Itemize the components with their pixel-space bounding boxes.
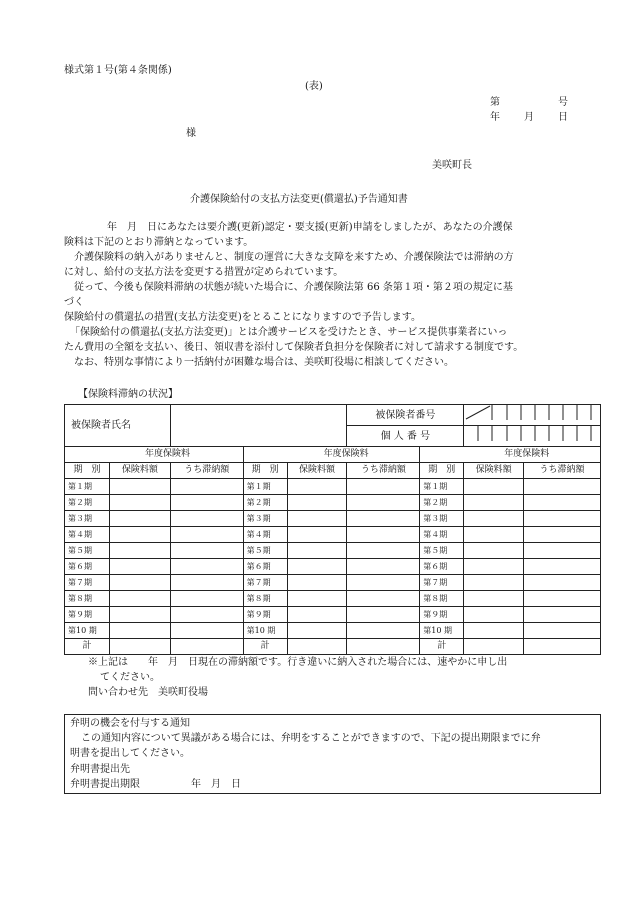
arrears-cell[interactable] <box>524 575 601 591</box>
arrears-cell[interactable] <box>170 559 243 575</box>
arrears-cell[interactable] <box>347 527 420 543</box>
period-label: 第３期 <box>65 511 110 527</box>
premium-cell[interactable] <box>464 591 524 607</box>
body-line: 介護保険料の納入がありませんと、制度の運営に大きな支障を来すため、介護保険法では滞納の方 <box>74 252 514 263</box>
premium-cell[interactable] <box>109 479 170 495</box>
premium-cell[interactable] <box>287 495 347 511</box>
arrears-cell[interactable] <box>170 607 243 623</box>
period-label: 第１期 <box>420 479 464 495</box>
period-row <box>65 591 601 607</box>
period-label: 第５期 <box>65 543 110 559</box>
period-row <box>65 479 601 495</box>
date-year: 年 <box>490 112 500 123</box>
form-number: 様式第１号(第４条関係) <box>64 65 172 76</box>
arrears-cell[interactable] <box>170 495 243 511</box>
period-label: 第５期 <box>420 543 464 559</box>
col-arrears: うち滞納額 <box>524 463 601 479</box>
premium-cell[interactable] <box>287 543 347 559</box>
period-label: 第10 期 <box>420 623 464 639</box>
period-label: 第10 期 <box>65 623 110 639</box>
submit-to-label: 弁明書提出先 <box>70 764 130 775</box>
arrears-cell[interactable] <box>524 559 601 575</box>
premium-cell[interactable] <box>287 575 347 591</box>
period-label: 第３期 <box>243 511 287 527</box>
arrears-cell[interactable] <box>170 527 243 543</box>
total-premium-cell[interactable] <box>109 639 170 655</box>
notice-text: 明書を提出してください。 <box>70 748 190 759</box>
arrears-cell[interactable] <box>170 511 243 527</box>
insured-row <box>65 405 601 426</box>
date-day: 日 <box>558 112 568 123</box>
period-label: 第１期 <box>65 479 110 495</box>
column-header-row <box>65 463 601 479</box>
arrears-cell[interactable] <box>170 591 243 607</box>
period-label: 第８期 <box>243 591 287 607</box>
body-line: 従って、今後も保険料滞納の状態が続いた場合に、介護保険法第 66 条第１項・第２項の規定に基 <box>74 282 513 293</box>
arrears-table <box>64 404 601 655</box>
body-line: たん費用の全額を支払い、後日、領収書を添付して保険者負担分を保険者に対して請求する制度です。 <box>64 342 524 353</box>
col-premium: 保険料額 <box>464 463 524 479</box>
premium-cell[interactable] <box>287 511 347 527</box>
total-premium-cell[interactable] <box>287 639 347 655</box>
arrears-cell[interactable] <box>347 479 420 495</box>
premium-cell[interactable] <box>109 559 170 575</box>
period-row <box>65 495 601 511</box>
premium-cell[interactable] <box>109 527 170 543</box>
premium-cell[interactable] <box>287 527 347 543</box>
premium-cell[interactable] <box>464 559 524 575</box>
total-arrears-cell[interactable] <box>347 639 420 655</box>
premium-cell[interactable] <box>109 607 170 623</box>
recipient-suffix: 様 <box>186 128 196 139</box>
doc-number-prefix: 第 <box>490 97 500 108</box>
period-row <box>65 623 601 639</box>
arrears-cell[interactable] <box>170 479 243 495</box>
contact-line: 問い合わせ先 美咲町役場 <box>88 687 208 698</box>
digit-boxes <box>464 426 600 441</box>
premium-cell[interactable] <box>109 575 170 591</box>
arrears-cell[interactable] <box>524 591 601 607</box>
deadline-value: 年 月 日 <box>191 779 241 790</box>
period-label: 第１期 <box>243 479 287 495</box>
period-label: 第４期 <box>243 527 287 543</box>
notice-text: この通知内容について異議がある場合には、弁明をすることができますので、下記の提出期限までに弁 <box>81 733 541 744</box>
arrears-cell[interactable] <box>347 495 420 511</box>
arrears-cell[interactable] <box>524 623 601 639</box>
period-label: 第５期 <box>243 543 287 559</box>
year-header-row <box>65 447 601 463</box>
total-arrears-cell[interactable] <box>524 639 601 655</box>
period-label: 第２期 <box>65 495 110 511</box>
premium-cell[interactable] <box>109 543 170 559</box>
arrears-cell[interactable] <box>524 607 601 623</box>
period-row <box>65 543 601 559</box>
arrears-cell[interactable] <box>170 543 243 559</box>
total-label: 計 <box>243 639 287 655</box>
premium-cell[interactable] <box>464 607 524 623</box>
arrears-cell[interactable] <box>347 559 420 575</box>
premium-cell[interactable] <box>287 591 347 607</box>
col-arrears: うち滞納額 <box>170 463 243 479</box>
period-label: 第４期 <box>65 527 110 543</box>
period-label: 第３期 <box>420 511 464 527</box>
period-label: 第８期 <box>65 591 110 607</box>
status-heading: 【保険料滞納の状況】 <box>78 389 178 400</box>
year-premium-label: 年度保険料 <box>243 447 420 463</box>
document-title: 介護保険給付の支払方法変更(償還払)予告通知書 <box>190 194 408 205</box>
period-label: 第９期 <box>243 607 287 623</box>
period-label: 第２期 <box>420 495 464 511</box>
arrears-cell[interactable] <box>347 607 420 623</box>
premium-cell[interactable] <box>287 623 347 639</box>
personal-number-label: 個 人 番 号 <box>347 426 464 447</box>
arrears-cell[interactable] <box>170 623 243 639</box>
period-label: 第10 期 <box>243 623 287 639</box>
premium-cell[interactable] <box>464 575 524 591</box>
premium-cell[interactable] <box>109 495 170 511</box>
arrears-cell[interactable] <box>347 511 420 527</box>
period-label: 第７期 <box>65 575 110 591</box>
arrears-cell[interactable] <box>524 479 601 495</box>
premium-cell[interactable] <box>287 607 347 623</box>
body-line: に対し、給付の支払方法を変更する措置が定められています。 <box>64 267 344 278</box>
body-line: 険料は下記のとおり滞納となっています。 <box>64 237 254 248</box>
period-row <box>65 575 601 591</box>
col-premium: 保険料額 <box>109 463 170 479</box>
col-arrears: うち滞納額 <box>347 463 420 479</box>
deadline-label: 弁明書提出期限 <box>70 779 140 790</box>
premium-cell[interactable] <box>464 511 524 527</box>
period-row <box>65 511 601 527</box>
personal-number-field[interactable] <box>464 426 601 447</box>
arrears-cell[interactable] <box>347 623 420 639</box>
col-period: 期 別 <box>243 463 287 479</box>
body-line: なお、特別な事情により一括納付が困難な場合は、美咲町役場に相談してください。 <box>74 357 454 368</box>
body-line: づく <box>64 297 84 308</box>
premium-cell[interactable] <box>109 591 170 607</box>
premium-cell[interactable] <box>464 623 524 639</box>
period-label: 第６期 <box>420 559 464 575</box>
period-row <box>65 607 601 623</box>
period-label: 第４期 <box>420 527 464 543</box>
arrears-cell[interactable] <box>170 575 243 591</box>
premium-cell[interactable] <box>464 543 524 559</box>
insured-number-label: 被保険者番号 <box>347 405 464 426</box>
col-period: 期 別 <box>65 463 110 479</box>
total-row <box>65 639 601 655</box>
period-label: 第２期 <box>243 495 287 511</box>
note-line: ※上記は 年 月 日現在の滞納額です。行き違いに納入された場合には、速やかに申し出 <box>88 657 508 668</box>
year-premium-label: 年度保険料 <box>420 447 601 463</box>
notice-box <box>64 714 601 794</box>
premium-cell[interactable] <box>464 495 524 511</box>
insured-name-label: 被保険者氏名 <box>65 405 171 447</box>
period-label: 第７期 <box>243 575 287 591</box>
date-month: 月 <box>524 112 534 123</box>
year-premium-label: 年度保険料 <box>65 447 244 463</box>
issuer: 美咲町長 <box>432 160 472 171</box>
period-label: 第６期 <box>243 559 287 575</box>
period-label: 第６期 <box>65 559 110 575</box>
arrears-cell[interactable] <box>524 511 601 527</box>
total-arrears-cell[interactable] <box>170 639 243 655</box>
body-line: 年 月 日にあなたは要介護(更新)認定・要支援(更新)申請をしましたが、あなたの介護保 <box>107 222 513 233</box>
col-premium: 保険料額 <box>287 463 347 479</box>
arrears-cell[interactable] <box>524 543 601 559</box>
arrears-cell[interactable] <box>347 591 420 607</box>
doc-number-suffix: 号 <box>558 97 568 108</box>
period-label: 第９期 <box>65 607 110 623</box>
period-row <box>65 559 601 575</box>
insured-number-field[interactable] <box>464 405 601 426</box>
col-period: 期 別 <box>420 463 464 479</box>
arrears-cell[interactable] <box>524 495 601 511</box>
premium-cell[interactable] <box>287 479 347 495</box>
arrears-cell[interactable] <box>524 527 601 543</box>
digit-boxes <box>464 405 600 420</box>
arrears-cell[interactable] <box>347 543 420 559</box>
side-label: (表) <box>305 81 323 92</box>
body-line: 保険給付の償還払の措置(支払方法変更)をとることになりますので予告します。 <box>64 312 422 323</box>
period-label: 第７期 <box>420 575 464 591</box>
premium-cell[interactable] <box>464 479 524 495</box>
total-label: 計 <box>65 639 110 655</box>
premium-cell[interactable] <box>109 511 170 527</box>
premium-cell[interactable] <box>287 559 347 575</box>
period-label: 第８期 <box>420 591 464 607</box>
premium-cell[interactable] <box>464 527 524 543</box>
total-premium-cell[interactable] <box>464 639 524 655</box>
insured-name-field[interactable] <box>170 405 347 447</box>
period-label: 第９期 <box>420 607 464 623</box>
period-row <box>65 527 601 543</box>
body-line: 「保険給付の償還払(支払方法変更)」とは介護サービスを受けたとき、サービス提供事業者にいっ <box>70 327 508 338</box>
premium-cell[interactable] <box>109 623 170 639</box>
note-line: てください。 <box>100 672 160 683</box>
notice-title: 弁明の機会を付与する通知 <box>70 718 190 729</box>
total-label: 計 <box>420 639 464 655</box>
arrears-cell[interactable] <box>347 575 420 591</box>
